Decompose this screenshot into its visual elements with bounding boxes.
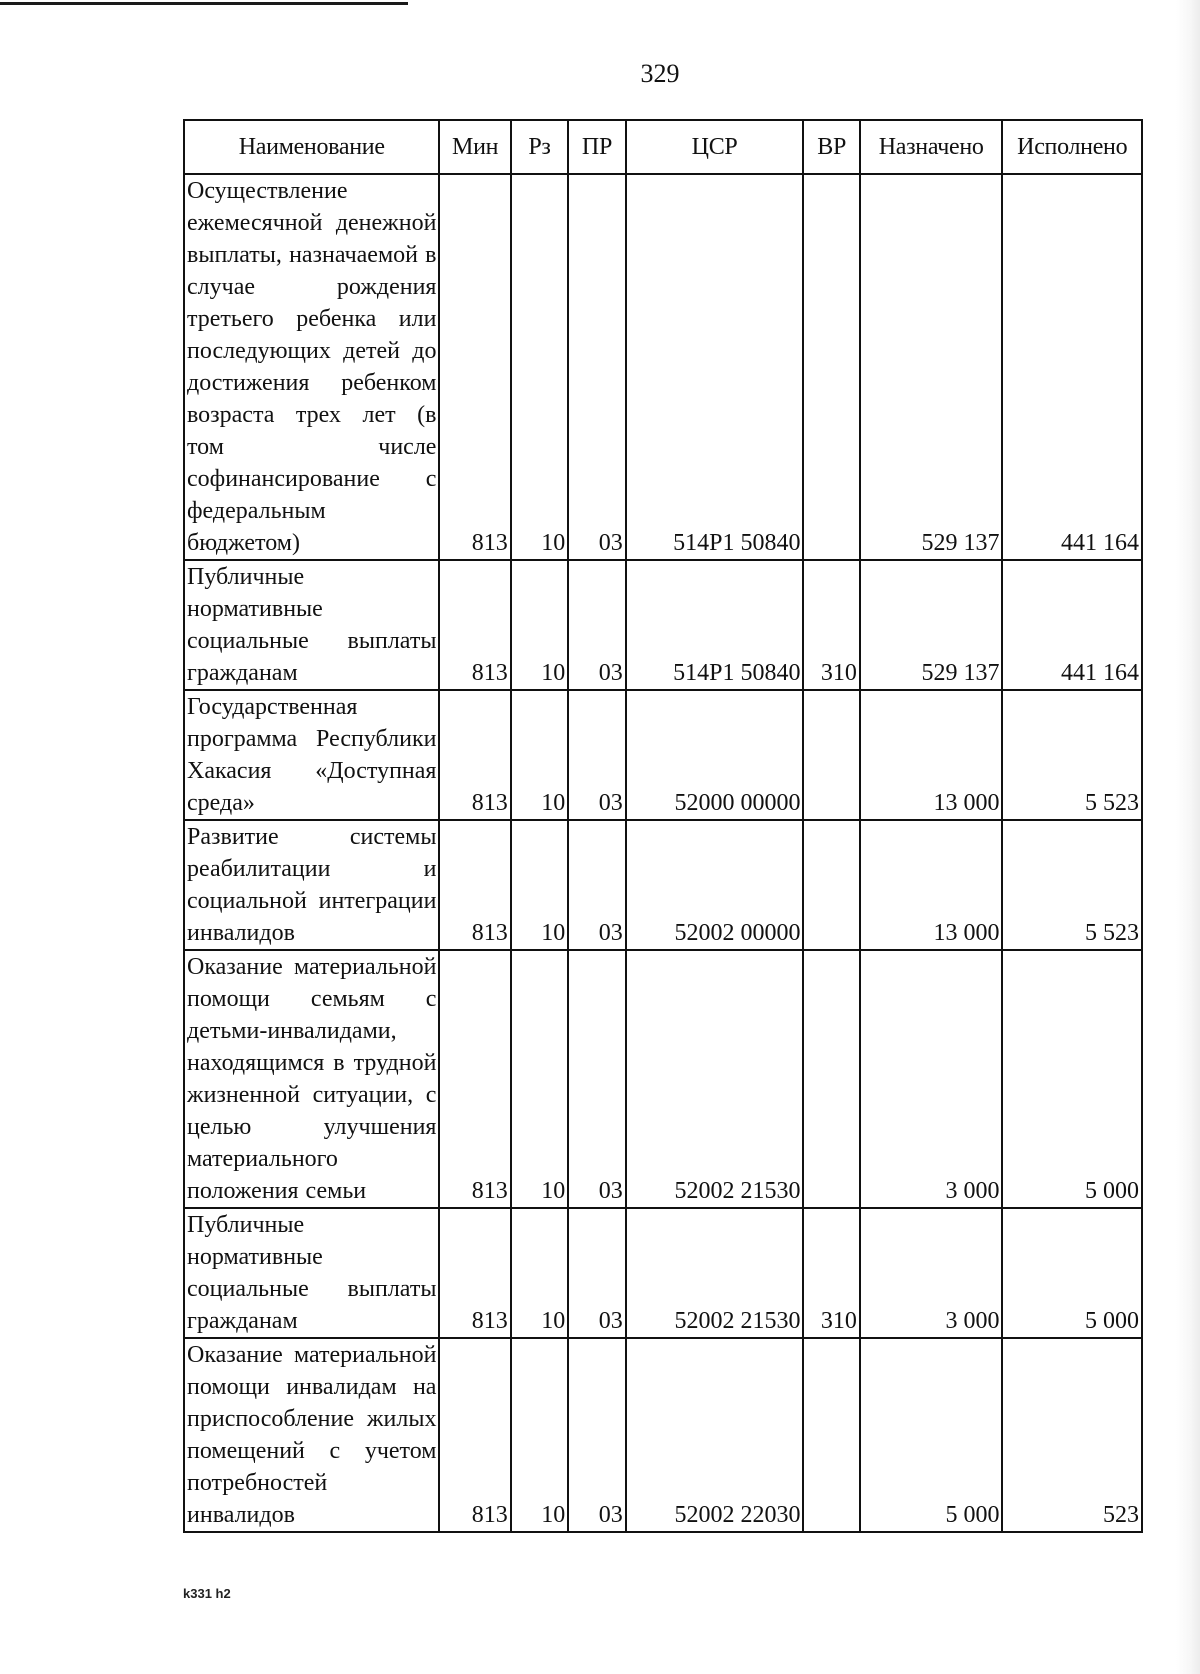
- row-pr: 03: [568, 174, 625, 560]
- row-vr: [803, 1338, 859, 1532]
- row-rz: 10: [511, 950, 568, 1208]
- row-pr: 03: [568, 820, 625, 950]
- row-executed: 441 164: [1002, 174, 1142, 560]
- row-name: Оказание материальной помощи инвалидам на приспособление жилых помещений с учетом потребностей инвалидов: [184, 1338, 439, 1532]
- row-name: Осуществление ежемесячной денежной выплаты, назначаемой в случае рождения третьего ребенка или последующих детей до достижения ребенком возраста трех лет (в том числе софинансирование с федеральным бюджетом): [184, 174, 439, 560]
- header-row: [184, 120, 1142, 174]
- row-vr: [803, 950, 859, 1208]
- row-assigned: 13 000: [860, 820, 1003, 950]
- row-min: 813: [439, 820, 510, 950]
- row-assigned: 13 000: [860, 690, 1003, 820]
- header-pr: ПР: [568, 120, 625, 174]
- row-name: Оказание материальной помощи семьям с детьми-инвалидами, находящимся в трудной жизненной ситуации, с целью улучшения материального положения семьи: [184, 950, 439, 1208]
- table-row: [184, 560, 1142, 690]
- page-number: 329: [640, 59, 680, 88]
- row-executed: 523: [1002, 1338, 1142, 1532]
- row-vr: 310: [803, 560, 859, 690]
- row-name: Государственная программа Республики Хакасия «Доступная среда»: [184, 690, 439, 820]
- row-csr: 52002 21530: [626, 950, 804, 1208]
- row-min: 813: [439, 1338, 510, 1532]
- row-min: 813: [439, 690, 510, 820]
- row-pr: 03: [568, 1208, 625, 1338]
- row-pr: 03: [568, 950, 625, 1208]
- row-executed: 5 523: [1002, 690, 1142, 820]
- row-name: Развитие системы реабилитации и социальной интеграции инвалидов: [184, 820, 439, 950]
- table-row: [184, 820, 1142, 950]
- row-vr: [803, 174, 859, 560]
- row-csr: 52002 21530: [626, 1208, 804, 1338]
- row-pr: 03: [568, 560, 625, 690]
- row-min: 813: [439, 950, 510, 1208]
- table-row: [184, 174, 1142, 560]
- row-vr: [803, 820, 859, 950]
- row-csr: 514Р1 50840: [626, 174, 804, 560]
- header-vr: ВР: [803, 120, 859, 174]
- header-assigned: Назначено: [860, 120, 1003, 174]
- row-min: 813: [439, 1208, 510, 1338]
- row-executed: 441 164: [1002, 560, 1142, 690]
- row-name: Публичные нормативные социальные выплаты гражданам: [184, 1208, 439, 1338]
- row-assigned: 529 137: [860, 560, 1003, 690]
- table-row: [184, 690, 1142, 820]
- row-executed: 5 000: [1002, 950, 1142, 1208]
- row-rz: 10: [511, 174, 568, 560]
- row-vr: 310: [803, 1208, 859, 1338]
- row-csr: 52000 00000: [626, 690, 804, 820]
- row-assigned: 5 000: [860, 1338, 1003, 1532]
- row-assigned: 529 137: [860, 174, 1003, 560]
- footer-code: k331 h2: [183, 1586, 231, 1601]
- header-rz: Рз: [511, 120, 568, 174]
- table-row: [184, 950, 1142, 1208]
- row-rz: 10: [511, 560, 568, 690]
- header-csr: ЦСР: [626, 120, 804, 174]
- row-min: 813: [439, 174, 510, 560]
- row-rz: 10: [511, 1208, 568, 1338]
- row-rz: 10: [511, 1338, 568, 1532]
- row-pr: 03: [568, 690, 625, 820]
- table-row: [184, 1208, 1142, 1338]
- row-name: Публичные нормативные социальные выплаты гражданам: [184, 560, 439, 690]
- table-row: [184, 1338, 1142, 1532]
- row-executed: 5 000: [1002, 1208, 1142, 1338]
- row-assigned: 3 000: [860, 950, 1003, 1208]
- row-rz: 10: [511, 690, 568, 820]
- row-executed: 5 523: [1002, 820, 1142, 950]
- header-executed: Исполнено: [1002, 120, 1142, 174]
- top-rule: [0, 2, 408, 5]
- header-name: Наименование: [184, 120, 439, 174]
- header-min: Мин: [439, 120, 510, 174]
- row-rz: 10: [511, 820, 568, 950]
- budget-table: [183, 119, 1143, 1533]
- row-min: 813: [439, 560, 510, 690]
- row-vr: [803, 690, 859, 820]
- row-assigned: 3 000: [860, 1208, 1003, 1338]
- row-csr: 52002 22030: [626, 1338, 804, 1532]
- row-csr: 514Р1 50840: [626, 560, 804, 690]
- scan-edge: [1176, 0, 1200, 1674]
- row-pr: 03: [568, 1338, 625, 1532]
- row-csr: 52002 00000: [626, 820, 804, 950]
